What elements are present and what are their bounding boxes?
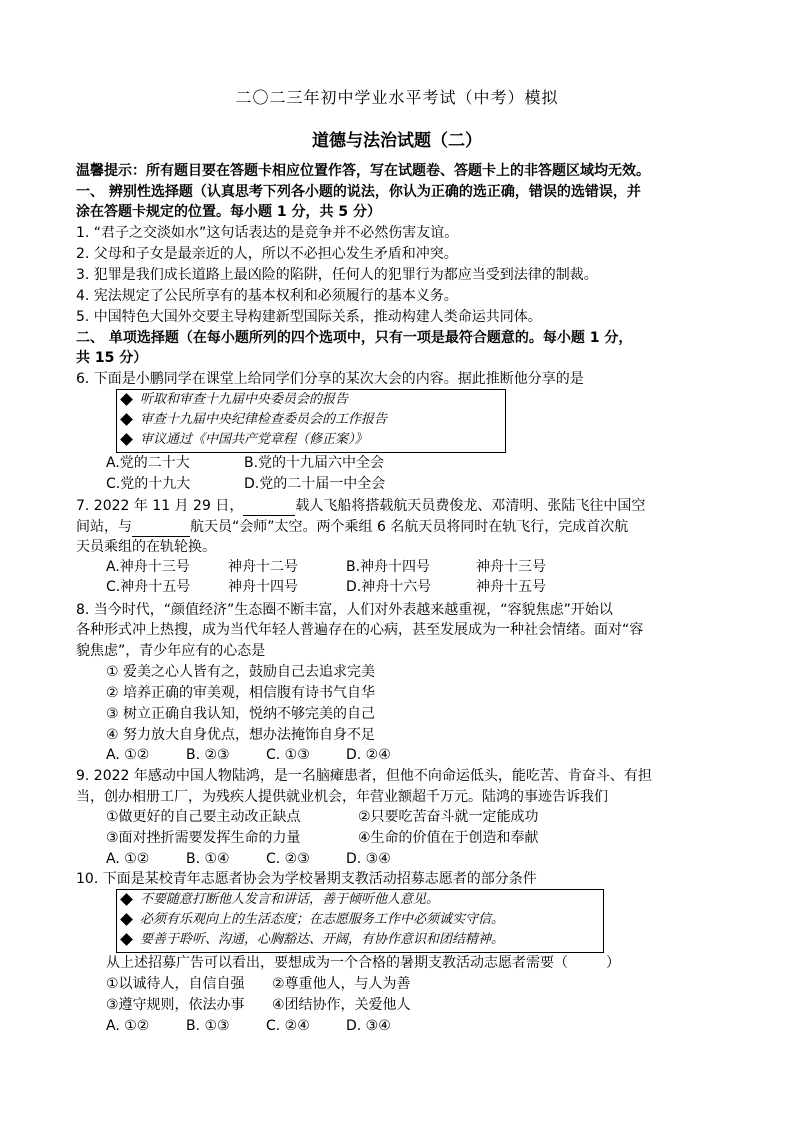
option-b: B. ①④	[186, 851, 230, 867]
q10-content-box	[116, 889, 604, 953]
choice-item: ② 培养正确的审美观，相信腹有诗书气自华	[106, 685, 375, 701]
option-d: D. ③④	[346, 851, 391, 867]
option-b: B.党的十九届六中全会	[244, 455, 385, 471]
diamond-bullet-icon	[120, 913, 133, 926]
option-a: A. ①②	[106, 851, 150, 867]
question-item: 1. “君子之交淡如水”这句话表达的是竞争并不必然伤害友谊。	[76, 225, 459, 241]
option-d-second: 神舟十五号	[476, 579, 546, 595]
box-item: 审查十九届中央纪律检查委员会的工作报告	[117, 410, 387, 430]
q8-stem-cont: 貌焦虑”，青少年应有的心态是	[76, 643, 266, 659]
option-b: B. ②③	[186, 747, 230, 763]
choice-item: ③遵守规则，依法办事	[106, 997, 245, 1013]
fill-blank	[243, 495, 295, 516]
exam-subtitle: 道德与法治试题（二）	[312, 131, 482, 151]
q9-stem-cont: 当，创办相册工厂，为残疾人提供就业机会，年营业额超千万元。陆鸿的事迹告诉我们	[76, 789, 608, 805]
q10-question: 从上述招募广告可以看出，要想成为一个合格的暑期支教活动志愿者需要（ ）	[106, 955, 620, 971]
choice-item: ④ 努力放大自身优点，想办法掩饰自身不足	[106, 727, 375, 743]
section2-heading-cont: 共 15 分）	[76, 350, 148, 366]
diamond-bullet-icon	[120, 893, 133, 906]
box-item: 要善于聆听、沟通，心胸豁达、开阔，有协作意识和团结精神。	[117, 930, 504, 950]
diamond-bullet-icon	[120, 393, 133, 406]
q8-stem: 8. 当今时代，“颜值经济”生态圈不断丰富，人们对外表越来越重视，“容貌焦虑”开始以	[76, 602, 613, 618]
q7-stem: 7. 2022 年 11 月 29 日， 载人飞船将搭载航天员费俊龙、邓清明、张陆飞往中国空	[76, 495, 645, 516]
diamond-bullet-icon	[120, 933, 133, 946]
section2-heading: 二、 单项选择题（在每小题所列的四个选项中，只有一项是最符合题意的。每小题 1 分，	[76, 330, 633, 346]
choice-item: ①以诚待人，自信自强	[106, 976, 245, 992]
q7-stem-cont: 间站，与 航天员“会师”太空。两个乘组 6 名航天员将同时在轨飞行，完成首次航	[76, 516, 628, 537]
box-item: 听取和审查十九届中央委员会的报告	[117, 390, 348, 410]
choice-item: ②只要吃苦奋斗就一定能成功	[358, 809, 539, 825]
section1-heading: 一、 辨别性选择题（认真思考下列各小题的说法，你认为正确的选正确，错误的选错误，并	[76, 184, 641, 200]
choice-item: ④团结协作，关爱他人	[272, 997, 411, 1013]
option-c-second: 神舟十四号	[228, 579, 298, 595]
option-a: A.党的二十大	[106, 455, 190, 471]
box-item: 审议通过《中国共产党章程（修正案）》	[117, 430, 368, 450]
choice-item: ②尊重他人，与人为善	[272, 976, 411, 992]
option-d: D.党的二十届一中全会	[244, 476, 386, 492]
choice-item: ① 爱美之心人皆有之，鼓励自己去追求完美	[106, 664, 375, 680]
question-item: 2. 父母和子女是最亲近的人，所以不必担心发生矛盾和冲突。	[76, 246, 458, 262]
choice-item: ③面对挫折需要发挥生命的力量	[106, 830, 301, 846]
q6-stem: 6. 下面是小鹏同学在课堂上给同学们分享的某次大会的内容。据此推断他分享的是	[76, 371, 584, 387]
option-a: A.神舟十三号	[106, 559, 190, 575]
choice-item: ④生命的价值在于创造和奉献	[358, 830, 539, 846]
option-c: C. ②④	[266, 1018, 310, 1034]
option-a: A. ①②	[106, 1018, 150, 1034]
option-a: A. ①②	[106, 747, 150, 763]
q8-stem-cont: 各种形式冲上热搜，成为当代年轻人普遍存在的心病，甚至发展成为一种社会情绪。面对“容	[76, 622, 644, 638]
question-item: 3. 犯罪是我们成长道路上最凶险的陷阱，任何人的犯罪行为都应当受到法律的制裁。	[76, 267, 598, 283]
section1-heading-cont: 涂在答题卡规定的位置。每小题 1 分，共 5 分）	[76, 204, 381, 220]
option-b: B.神舟十四号	[346, 559, 431, 575]
exam-title: 二〇二三年初中学业水平考试（中考）模拟	[235, 88, 559, 107]
option-b-second: 神舟十三号	[476, 559, 546, 575]
q9-stem: 9. 2022 年感动中国人物陆鸿，是一名脑瘫患者，但他不向命运低头，能吃苦、肯奋斗、有担	[76, 768, 652, 784]
q6-content-box	[116, 389, 506, 453]
diamond-bullet-icon	[120, 433, 133, 446]
q7-stem-cont: 天员乘组的在轨轮换。	[76, 539, 216, 555]
question-item: 4. 宪法规定了公民所享有的基本权利和必须履行的基本义务。	[76, 288, 458, 304]
option-d: D. ②④	[346, 747, 391, 763]
option-c: C. ②③	[266, 851, 310, 867]
option-a-second: 神舟十二号	[228, 559, 298, 575]
choice-item: ③ 树立正确自我认知，悦纳不够完美的自己	[106, 706, 375, 722]
option-d: D. ③④	[346, 1018, 391, 1034]
box-item: 不要随意打断他人发言和讲话，善于倾听他人意见。	[117, 890, 439, 910]
fill-blank	[132, 516, 190, 537]
question-item: 5. 中国特色大国外交要主导构建新型国际关系，推动构建人类命运共同体。	[76, 309, 542, 325]
notice-text: 温馨提示：所有题目要在答题卡相应位置作答，写在试题卷、答题卡上的非答题区域均无效。	[76, 163, 650, 179]
box-item: 必须有乐观向上的生活态度；在志愿服务工作中必须诚实守信。	[117, 910, 504, 930]
choice-item: ①做更好的自己要主动改正缺点	[106, 809, 301, 825]
option-c: C. ①③	[266, 747, 310, 763]
option-b: B. ①③	[186, 1018, 230, 1034]
q10-stem: 10. 下面是某校青年志愿者协会为学校暑期支教活动招募志愿者的部分条件	[76, 871, 537, 887]
option-c: C.神舟十五号	[106, 579, 191, 595]
diamond-bullet-icon	[120, 413, 133, 426]
option-c: C.党的十九大	[106, 476, 191, 492]
option-d: D.神舟十六号	[346, 579, 432, 595]
